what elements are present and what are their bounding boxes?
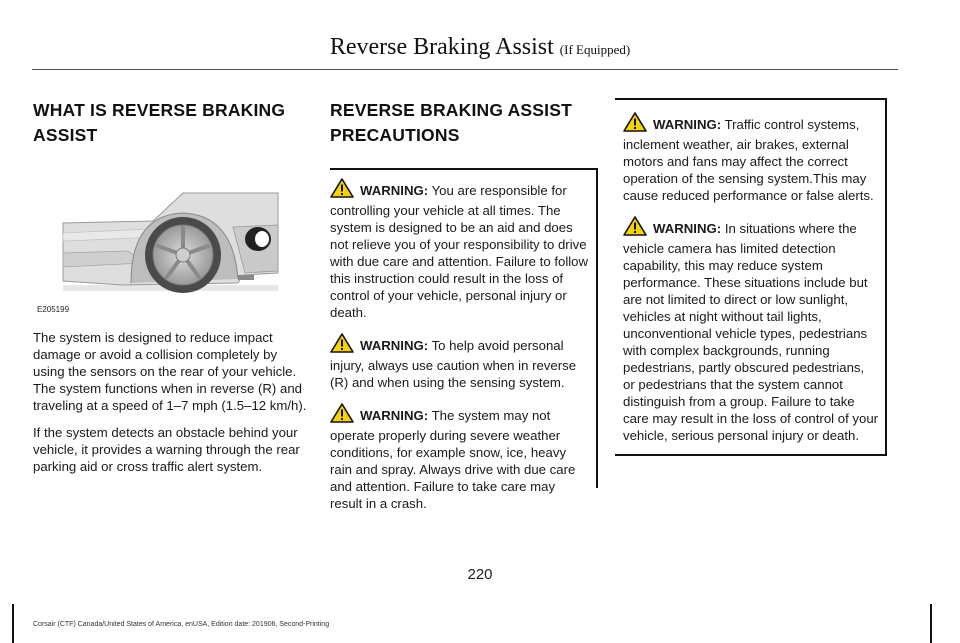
header-title: Reverse Braking Assist [329, 34, 554, 60]
crop-mark [12, 604, 14, 643]
section-heading-precautions [330, 98, 598, 148]
warning-triangle-icon [330, 178, 354, 202]
footer-edition-info: Corsair (CTF) Canada/United States of America, enUSA, Edition date: 201906, Second-Printing [33, 621, 330, 628]
vehicle-rear-drawing [33, 163, 308, 315]
warning-item [623, 112, 879, 204]
page-header [0, 34, 960, 61]
heading-line-1: WHAT IS REVERSE BRAKING [33, 100, 286, 120]
warning-item [330, 178, 590, 321]
warning-triangle-icon [330, 333, 354, 357]
warning-text: Traffic control systems, inclement weather, air brakes, external motors and fans may affect the correct operation of the sensing system.This may cause reduced performance or false alerts. [623, 117, 874, 203]
heading-line-2: ASSIST [33, 125, 98, 145]
warning-item [330, 333, 590, 391]
warning-box [615, 98, 887, 456]
warning-label: WARNING: [360, 408, 429, 423]
warning-text: To help avoid personal injury, always use caution when in reverse (R) and when using the sensing system. [330, 338, 577, 390]
left-column [33, 98, 308, 475]
header-rule [32, 69, 898, 70]
heading-line-1: REVERSE BRAKING ASSIST [330, 100, 572, 120]
heading-line-2: PRECAUTIONS [330, 125, 460, 145]
warning-label: WARNING: [653, 117, 722, 132]
warning-box [330, 168, 598, 511]
middle-column [330, 98, 598, 511]
warning-item [623, 216, 879, 444]
warning-label: WARNING: [360, 183, 429, 198]
body-paragraph: If the system detects an obstacle behind your vehicle, it provides a warning through the rear parking aid or cross traffic alert system. [33, 425, 300, 474]
body-paragraph: The system is designed to reduce impact damage or avoid a collision completely by using the sensors on the rear of your vehicle. The system functions when in reverse (R) and traveling at a speed of 1–7 mph (1.5–12 km/h). [33, 330, 307, 413]
warning-label: WARNING: [360, 338, 429, 353]
warning-text: In situations where the vehicle camera has limited detection capability, this may reduce system performance. These situations include but are not limited to direct or low sunlight, vehicles at night without tail lights, unconventional vehicle types, pedestrians with complex backgrounds, running pedestrians, partly obscured pedestrians, or pedestrians that the system cannot distinguish from a group. Failure to take care may result in the loss of control of your vehicle, serious personal injury or death. [623, 221, 879, 443]
warning-text: The system may not operate properly during severe weather conditions, for example snow, ice, heavy rain and spray. Always drive with due care and attention. Failure to take care may result in a crash. [330, 408, 576, 511]
warning-item [330, 403, 590, 512]
warning-triangle-icon [623, 112, 647, 136]
right-column [623, 98, 893, 456]
crop-mark [930, 604, 932, 643]
warning-label: WARNING: [653, 221, 722, 236]
figure-id: E205199 [37, 305, 70, 314]
warning-triangle-icon [330, 403, 354, 427]
vehicle-rear-illustration [33, 163, 308, 315]
warning-text: You are responsible for controlling your vehicle at all times. The system is designed to be an aid and does not relieve you of your responsibility to drive with due care and attention. Failure to follow this instruction could result in the loss of control of your vehicle, personal injury or death. [330, 183, 589, 320]
warning-triangle-icon [623, 216, 647, 240]
header-title-suffix: (If Equipped) [559, 42, 631, 57]
section-heading-what-is [33, 98, 308, 148]
page-number: 220 [467, 566, 493, 583]
